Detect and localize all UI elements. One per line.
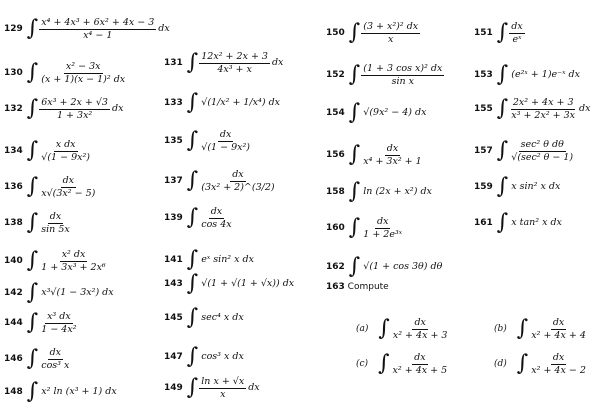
integral-expression bbox=[497, 140, 575, 162]
integral-sign: ∫ bbox=[26, 248, 39, 273]
problem-136 bbox=[4, 176, 97, 198]
integrand-tail: eˣ sin² x dx bbox=[201, 254, 254, 266]
problem-number: 159 bbox=[474, 181, 493, 192]
numerator: x dx bbox=[55, 139, 76, 150]
problem-153 bbox=[474, 64, 580, 86]
problem-156 bbox=[326, 144, 424, 166]
fraction bbox=[39, 176, 97, 198]
integral-expression bbox=[27, 98, 124, 120]
integral-expression bbox=[27, 348, 72, 370]
integral-sign: ∫ bbox=[186, 271, 199, 296]
problem-number: 137 bbox=[164, 175, 183, 186]
fraction bbox=[509, 140, 575, 162]
integrand-tail: sec⁴ x dx bbox=[201, 312, 244, 324]
denominator: 1 + 3x³ + 2x⁶ bbox=[41, 261, 106, 273]
problem-number: 155 bbox=[474, 103, 493, 114]
denominator: cos 4x bbox=[201, 218, 232, 230]
denominator: x√(3x² − 5) bbox=[41, 187, 96, 199]
integrand-tail: √(9x² − 4) dx bbox=[363, 107, 427, 119]
integral-expression bbox=[187, 92, 280, 114]
integral-sign: ∫ bbox=[496, 138, 509, 163]
problem-148 bbox=[4, 381, 117, 403]
problem-number: 160 bbox=[326, 222, 345, 233]
problem-number: 146 bbox=[4, 353, 23, 364]
compute-label: Compute bbox=[347, 282, 389, 292]
problem-162 bbox=[326, 256, 442, 278]
denominator: x³ + 2x² + 3x bbox=[511, 109, 576, 121]
problem-137 bbox=[164, 170, 277, 192]
problem-number: 151 bbox=[474, 27, 493, 38]
problem-number: 156 bbox=[326, 149, 345, 160]
fraction bbox=[529, 318, 588, 340]
integrand-tail: (e²ˣ + 1)e⁻ˣ dx bbox=[511, 69, 580, 81]
problem-number: 143 bbox=[164, 278, 183, 289]
integral-sign: ∫ bbox=[186, 205, 199, 230]
problem-154 bbox=[326, 102, 426, 124]
integral-sign: ∫ bbox=[186, 375, 199, 400]
integrand-tail: dx bbox=[158, 23, 170, 35]
denominator: √(sec² θ − 1) bbox=[511, 151, 574, 163]
fraction bbox=[39, 18, 156, 40]
numerator: dx bbox=[386, 143, 399, 154]
integral-expression bbox=[187, 249, 254, 271]
compute-part-3 bbox=[356, 353, 449, 375]
fraction bbox=[361, 22, 420, 44]
problem-number: 163 bbox=[326, 282, 345, 292]
denominator: 1 − 4x² bbox=[41, 323, 77, 335]
denominator: x⁴ + 3x² + 1 bbox=[363, 155, 422, 167]
integral-expression bbox=[349, 22, 420, 44]
integrand-tail: x³√(1 − 3x²) dx bbox=[41, 287, 114, 299]
problem-145 bbox=[164, 307, 244, 329]
integral-sign: ∫ bbox=[26, 138, 39, 163]
problem-150 bbox=[326, 22, 420, 44]
problem-number: 162 bbox=[326, 261, 345, 272]
denominator: x bbox=[220, 388, 226, 400]
integral-expression bbox=[27, 140, 92, 162]
integral-expression bbox=[27, 18, 170, 40]
integral-expression bbox=[187, 207, 234, 229]
integral-expression bbox=[517, 318, 588, 340]
problem-number: 142 bbox=[4, 287, 23, 298]
problem-158 bbox=[326, 181, 432, 203]
integral-sign: ∫ bbox=[186, 168, 199, 193]
integral-sign: ∫ bbox=[186, 344, 199, 369]
fraction bbox=[199, 170, 276, 192]
fraction bbox=[509, 22, 524, 44]
part-label: (b) bbox=[494, 323, 507, 334]
problem-number: 129 bbox=[4, 23, 23, 34]
fraction bbox=[391, 318, 450, 340]
problem-144 bbox=[4, 312, 79, 334]
numerator: 12x² + 2x + 3 bbox=[201, 51, 268, 62]
fraction bbox=[199, 377, 246, 399]
denominator: x² + 4x + 5 bbox=[392, 364, 448, 376]
integral-expression bbox=[27, 381, 117, 403]
integral-sign: ∫ bbox=[26, 60, 39, 85]
integrand-tail: cos³ x dx bbox=[201, 351, 244, 363]
denominator: √(1 − 9x²) bbox=[41, 151, 90, 163]
integrand-tail: x² ln (x³ + 1) dx bbox=[41, 386, 117, 398]
part-label: (c) bbox=[356, 358, 369, 369]
fraction bbox=[39, 348, 71, 370]
integral-expression bbox=[27, 250, 108, 272]
problem-143 bbox=[164, 273, 294, 295]
problem-number: 130 bbox=[4, 67, 23, 78]
integral-sign: ∫ bbox=[496, 210, 509, 235]
integral-sign: ∫ bbox=[348, 215, 361, 240]
numerator: 2x² + 4x + 3 bbox=[512, 97, 574, 108]
problem-157 bbox=[474, 140, 575, 162]
denominator: (3x² + 2)^(3/2) bbox=[201, 181, 275, 193]
compute-part-1 bbox=[356, 318, 449, 340]
numerator: x⁴ + 4x³ + 6x² + 4x − 3 bbox=[41, 17, 155, 28]
integrand-tail: dx bbox=[271, 57, 284, 69]
integrand-tail: √(1 + cos 3θ) dθ bbox=[363, 261, 443, 273]
integral-sign: ∫ bbox=[26, 174, 39, 199]
problem-number: 153 bbox=[474, 69, 493, 80]
integral-expression bbox=[497, 212, 562, 234]
integral-expression bbox=[27, 312, 79, 334]
integral-expression bbox=[27, 176, 98, 198]
integral-sign: ∫ bbox=[496, 62, 509, 87]
fraction bbox=[199, 207, 233, 229]
integral-sign: ∫ bbox=[186, 305, 199, 330]
denominator: 1 + 2e³ˣ bbox=[363, 228, 403, 240]
problem-147 bbox=[164, 346, 244, 368]
problem-number: 145 bbox=[164, 312, 183, 323]
integrand-tail: √(1 + √(1 + √x)) dx bbox=[201, 278, 295, 290]
denominator: x² + 4x + 4 bbox=[531, 329, 586, 341]
numerator: dx bbox=[552, 352, 565, 363]
integral-sign: ∫ bbox=[516, 316, 529, 341]
numerator: dx bbox=[552, 317, 565, 328]
integrand-tail: x sin² x dx bbox=[511, 181, 561, 193]
integral-sign: ∫ bbox=[186, 90, 199, 115]
problem-134 bbox=[4, 140, 92, 162]
integral-expression bbox=[497, 98, 591, 120]
problem-160 bbox=[326, 217, 404, 239]
fraction bbox=[361, 217, 404, 239]
denominator: 1 + 3x² bbox=[56, 109, 93, 121]
integrand-tail: √(1/x² + 1/x⁴) dx bbox=[201, 97, 281, 109]
problem-number: 149 bbox=[164, 382, 183, 393]
problem-number: 131 bbox=[164, 57, 183, 68]
integral-expression bbox=[349, 144, 424, 166]
integral-expression bbox=[187, 130, 252, 152]
denominator: x² + 4x + 3 bbox=[392, 329, 448, 341]
integral-sign: ∫ bbox=[348, 254, 361, 279]
numerator: dx bbox=[511, 21, 523, 32]
fraction bbox=[39, 62, 127, 84]
problem-number: 161 bbox=[474, 217, 493, 228]
problem-number: 140 bbox=[4, 255, 23, 266]
integral-sign: ∫ bbox=[516, 351, 529, 376]
denominator: 4x³ + x bbox=[217, 63, 252, 75]
problem-152 bbox=[326, 64, 444, 86]
integral-sign: ∫ bbox=[26, 280, 39, 305]
denominator: cos³ x bbox=[41, 359, 70, 371]
numerator: dx bbox=[376, 216, 389, 227]
problem-number: 132 bbox=[4, 103, 23, 114]
fraction bbox=[39, 212, 71, 234]
fraction bbox=[199, 52, 270, 74]
compute-part-4 bbox=[494, 353, 588, 375]
problem-132 bbox=[4, 98, 123, 120]
numerator: dx bbox=[232, 169, 244, 180]
problem-number: 134 bbox=[4, 145, 23, 156]
compute-part-2 bbox=[494, 318, 588, 340]
integral-sign: ∫ bbox=[496, 20, 509, 45]
problem-number: 135 bbox=[164, 135, 183, 146]
denominator: x² + 4x − 2 bbox=[531, 364, 586, 376]
problem-146 bbox=[4, 348, 71, 370]
numerator: x³ dx bbox=[47, 311, 71, 322]
integral-sign: ∫ bbox=[26, 310, 39, 335]
integral-expression bbox=[497, 176, 561, 198]
fraction bbox=[361, 144, 423, 166]
integral-expression bbox=[349, 102, 427, 124]
fraction bbox=[391, 353, 450, 375]
denominator: (x + 1)(x − 1)² dx bbox=[41, 73, 126, 85]
problem-151 bbox=[474, 22, 525, 44]
denominator: sin x bbox=[391, 75, 415, 87]
problem-number: 154 bbox=[326, 107, 345, 118]
fraction bbox=[529, 353, 588, 375]
denominator: x⁴ − 1 bbox=[83, 29, 113, 41]
integrand-tail: dx bbox=[579, 103, 591, 115]
fraction bbox=[199, 130, 252, 152]
integral-expression bbox=[187, 170, 277, 192]
numerator: dx bbox=[414, 317, 426, 328]
problem-149 bbox=[164, 377, 260, 399]
numerator: sec² θ dθ bbox=[520, 139, 564, 150]
integral-expression bbox=[27, 212, 72, 234]
part-label: (a) bbox=[356, 323, 369, 334]
problem-130 bbox=[4, 62, 127, 84]
problem-131 bbox=[164, 52, 283, 74]
integral-expression bbox=[187, 377, 260, 399]
problem-163-header bbox=[326, 282, 389, 292]
integral-sign: ∫ bbox=[26, 16, 39, 41]
problem-number: 152 bbox=[326, 69, 345, 80]
integral-sign: ∫ bbox=[348, 142, 361, 167]
integrand-tail: ln (2x + x²) dx bbox=[363, 186, 432, 198]
fraction bbox=[361, 64, 444, 86]
problem-number: 148 bbox=[4, 386, 23, 397]
integral-sign: ∫ bbox=[26, 96, 39, 121]
problem-number: 139 bbox=[164, 212, 183, 223]
problem-number: 133 bbox=[164, 97, 183, 108]
integral-sign: ∫ bbox=[348, 62, 361, 87]
integral-sign: ∫ bbox=[26, 346, 39, 371]
numerator: dx bbox=[414, 352, 426, 363]
integral-sign: ∫ bbox=[186, 247, 199, 272]
integral-sign: ∫ bbox=[26, 210, 39, 235]
problem-139 bbox=[164, 207, 234, 229]
problem-159 bbox=[474, 176, 560, 198]
integral-expression bbox=[349, 217, 404, 239]
integral-sign: ∫ bbox=[348, 100, 361, 125]
numerator: dx bbox=[49, 211, 62, 222]
numerator: dx bbox=[49, 347, 62, 358]
denominator: sin 5x bbox=[41, 223, 70, 235]
problem-number: 136 bbox=[4, 181, 23, 192]
part-label: (d) bbox=[494, 358, 507, 369]
integral-expression bbox=[517, 353, 588, 375]
integral-sign: ∫ bbox=[348, 179, 361, 204]
denominator: x bbox=[388, 33, 394, 45]
problem-number: 147 bbox=[164, 351, 183, 362]
integral-sign: ∫ bbox=[496, 96, 509, 121]
integral-expression bbox=[349, 256, 443, 278]
numerator: (3 + x²)² dx bbox=[363, 21, 419, 32]
problem-155 bbox=[474, 98, 591, 120]
integral-sign: ∫ bbox=[378, 316, 390, 341]
integral-expression bbox=[187, 346, 244, 368]
integral-expression bbox=[27, 62, 127, 84]
integral-expression bbox=[378, 353, 449, 375]
denominator: √(1 − 9x²) bbox=[201, 141, 250, 153]
problem-number: 138 bbox=[4, 217, 23, 228]
problem-number: 150 bbox=[326, 27, 345, 38]
numerator: x² − 3x bbox=[65, 61, 101, 72]
integral-expression bbox=[187, 52, 284, 74]
fraction bbox=[39, 250, 107, 272]
integral-expression bbox=[349, 64, 445, 86]
problem-161 bbox=[474, 212, 562, 234]
numerator: 6x³ + 2x + √3 bbox=[41, 97, 108, 108]
problem-141 bbox=[164, 249, 254, 271]
numerator: dx bbox=[219, 129, 232, 140]
numerator: dx bbox=[210, 206, 223, 217]
integrand-tail: dx bbox=[111, 103, 124, 115]
numerator: dx bbox=[62, 175, 75, 186]
problem-138 bbox=[4, 212, 72, 234]
integrand-tail: dx bbox=[248, 382, 260, 394]
problem-142 bbox=[4, 282, 114, 304]
integral-expression bbox=[349, 181, 432, 203]
problem-number: 157 bbox=[474, 145, 493, 156]
problem-number: 158 bbox=[326, 186, 345, 197]
integral-expression bbox=[27, 282, 114, 304]
integral-expression bbox=[497, 22, 525, 44]
fraction bbox=[509, 98, 577, 120]
numerator: (1 + 3 cos x)² dx bbox=[363, 63, 443, 74]
fraction bbox=[39, 98, 110, 120]
integral-sign: ∫ bbox=[186, 50, 199, 75]
integrand-tail: x tan² x dx bbox=[511, 217, 562, 229]
integral-sign: ∫ bbox=[186, 128, 199, 153]
numerator: x² dx bbox=[61, 249, 86, 260]
integral-expression bbox=[378, 318, 449, 340]
problem-140 bbox=[4, 250, 108, 272]
fraction bbox=[39, 140, 92, 162]
numerator: ln x + √x bbox=[201, 376, 245, 387]
problem-135 bbox=[164, 130, 252, 152]
integral-sign: ∫ bbox=[26, 379, 39, 404]
problem-number: 141 bbox=[164, 254, 183, 265]
problem-129 bbox=[4, 18, 170, 40]
integral-sign: ∫ bbox=[496, 174, 509, 199]
integral-expression bbox=[187, 273, 294, 295]
denominator: eˣ bbox=[512, 33, 522, 45]
problem-number: 144 bbox=[4, 317, 23, 328]
integral-sign: ∫ bbox=[348, 20, 361, 45]
problem-133 bbox=[164, 92, 280, 114]
integral-sign: ∫ bbox=[378, 351, 390, 376]
fraction bbox=[39, 312, 78, 334]
integral-expression bbox=[187, 307, 244, 329]
integral-expression bbox=[497, 64, 580, 86]
